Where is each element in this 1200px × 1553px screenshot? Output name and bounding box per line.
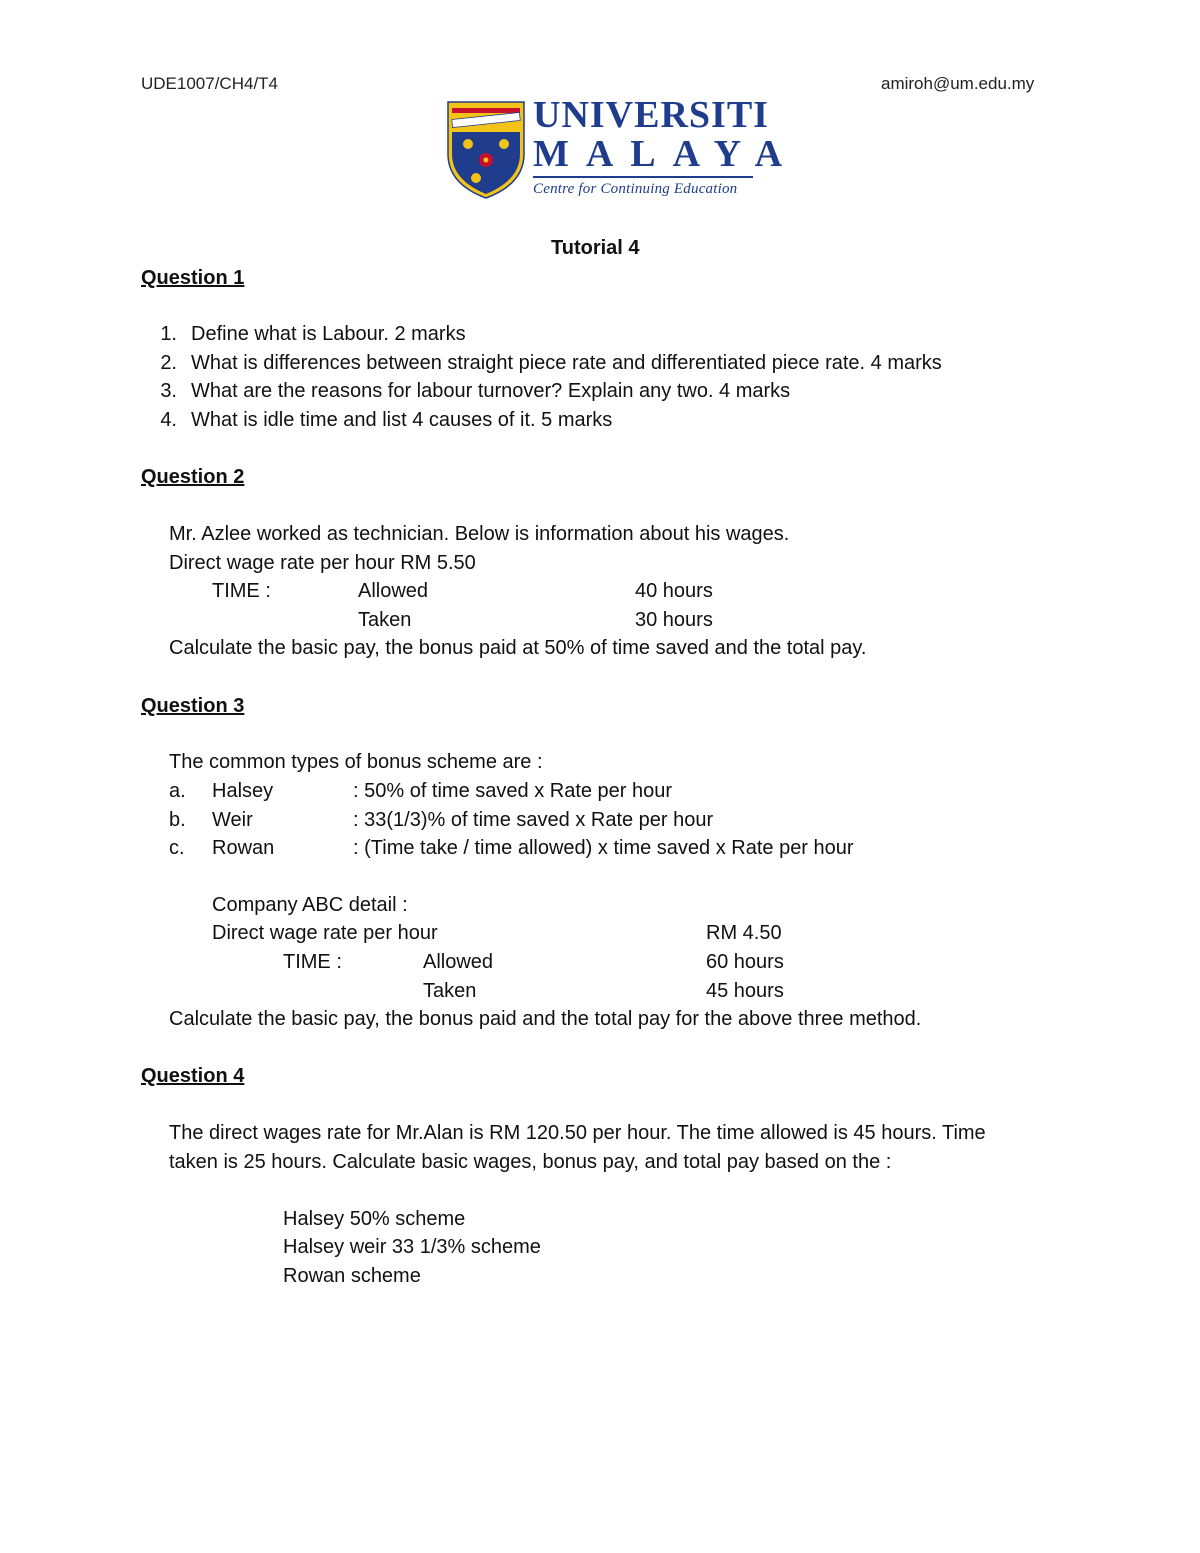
question-3-allowed-value: 60 hours bbox=[706, 951, 784, 973]
scheme-letter: c. bbox=[169, 837, 185, 859]
question-2-allowed-value: 40 hours bbox=[635, 580, 713, 602]
document-code: UDE1007/CH4/T4 bbox=[141, 74, 279, 93]
question-3-taken-label: Taken bbox=[423, 980, 477, 1002]
scheme-letter: b. bbox=[169, 809, 186, 831]
list-item bbox=[141, 377, 942, 406]
question-4-scheme: Halsey 50% scheme bbox=[283, 1208, 466, 1230]
question-4-text-line-2: taken is 25 hours. Calculate basic wages, bonus pay, and total pay based on the : bbox=[169, 1151, 892, 1173]
question-2-task: Calculate the basic pay, the bonus paid at 50% of time saved and the total pay. bbox=[169, 637, 867, 659]
list-number: 4. bbox=[160, 408, 177, 431]
question-3-allowed-label: Allowed bbox=[423, 951, 494, 973]
question-3-rate-value: RM 4.50 bbox=[706, 922, 782, 944]
question-2-taken-value: 30 hours bbox=[635, 609, 713, 631]
question-4-heading: Question 4 bbox=[141, 1065, 245, 1087]
list-text: What is idle time and list 4 causes of it. 5 marks bbox=[191, 408, 613, 431]
question-3-task: Calculate the basic pay, the bonus paid and the total pay for the above three method. bbox=[169, 1008, 922, 1030]
question-3-company-label: Company ABC detail : bbox=[212, 894, 408, 916]
question-2-heading: Question 2 bbox=[141, 466, 245, 488]
question-4-scheme: Rowan scheme bbox=[283, 1265, 421, 1287]
question-1-heading: Question 1 bbox=[141, 267, 245, 289]
logo-line-malaya: MALAYA bbox=[533, 133, 800, 175]
scheme-formula: : (Time take / time allowed) x time saved x Rate per hour bbox=[353, 837, 854, 859]
question-2-allowed-label: Allowed bbox=[358, 580, 429, 602]
question-3-rate-label: Direct wage rate per hour bbox=[212, 922, 438, 944]
scheme-name: Rowan bbox=[212, 837, 275, 859]
list-text: What are the reasons for labour turnover? Explain any two. 4 marks bbox=[191, 380, 791, 402]
list-item bbox=[141, 406, 942, 435]
scheme-formula: : 50% of time saved x Rate per hour bbox=[353, 780, 673, 802]
list-item bbox=[141, 320, 942, 349]
university-crest-icon bbox=[446, 98, 526, 200]
list-text: What is differences between straight piece rate and differentiated piece rate. 4 marks bbox=[191, 351, 942, 374]
scheme-letter: a. bbox=[169, 780, 186, 802]
question-1-list bbox=[141, 320, 942, 434]
logo-line-centre: Centre for Continuing Education bbox=[533, 181, 738, 197]
list-number: 3. bbox=[160, 380, 177, 402]
question-4-scheme: Halsey weir 33 1/3% scheme bbox=[283, 1236, 541, 1258]
list-text: Define what is Labour. 2 marks bbox=[191, 323, 466, 345]
list-number: 1. bbox=[160, 323, 177, 345]
question-3-time-label: TIME : bbox=[283, 951, 342, 973]
scheme-name: Weir bbox=[212, 809, 253, 831]
question-2-time-label: TIME : bbox=[212, 580, 271, 602]
question-3-intro: The common types of bonus scheme are : bbox=[169, 751, 543, 773]
logo-line-universiti: UNIVERSITI bbox=[533, 94, 769, 136]
list-number: 2. bbox=[160, 351, 177, 374]
page-title: Tutorial 4 bbox=[551, 237, 640, 259]
question-4-text-line-1: The direct wages rate for Mr.Alan is RM 120.50 per hour. The time allowed is 45 hours. Time bbox=[169, 1122, 986, 1144]
question-2-intro: Mr. Azlee worked as technician. Below is information about his wages. bbox=[169, 523, 790, 545]
question-2-taken-label: Taken bbox=[358, 609, 412, 631]
question-3-taken-value: 45 hours bbox=[706, 980, 784, 1002]
list-item bbox=[141, 349, 942, 378]
author-email: amiroh@um.edu.my bbox=[881, 74, 1035, 93]
scheme-name: Halsey bbox=[212, 780, 274, 802]
question-2-rate: Direct wage rate per hour RM 5.50 bbox=[169, 552, 476, 574]
question-3-heading: Question 3 bbox=[141, 695, 245, 717]
scheme-formula: : 33(1/3)% of time saved x Rate per hour bbox=[353, 809, 714, 831]
